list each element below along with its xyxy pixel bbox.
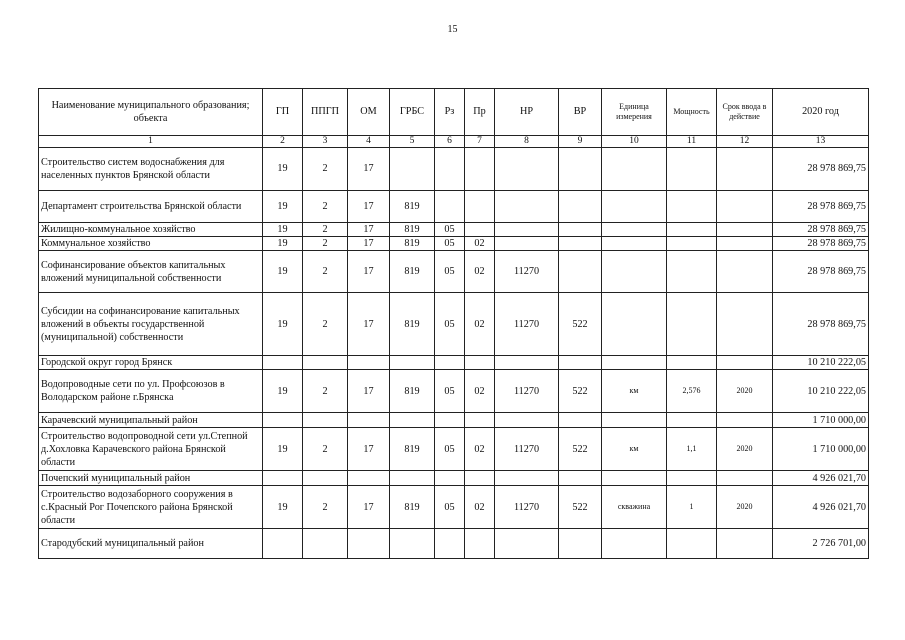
- row-code-cell: [602, 148, 667, 191]
- row-code-cell: [348, 471, 390, 486]
- row-amount-cell: 10 210 222,05: [773, 370, 869, 413]
- row-code-cell: [602, 223, 667, 237]
- row-code-cell: [717, 413, 773, 428]
- row-code-cell: [717, 148, 773, 191]
- row-code-cell: скважина: [602, 486, 667, 529]
- budget-table: [38, 88, 869, 559]
- row-code-cell: 522: [559, 486, 602, 529]
- row-code-cell: [602, 191, 667, 223]
- row-code-cell: 2: [303, 251, 348, 293]
- column-number: 1: [39, 136, 263, 148]
- table-row: [39, 529, 869, 559]
- row-code-cell: [495, 529, 559, 559]
- row-code-cell: 05: [435, 237, 465, 251]
- row-code-cell: 05: [435, 223, 465, 237]
- row-code-cell: [435, 356, 465, 370]
- row-code-cell: [263, 356, 303, 370]
- row-code-cell: 819: [390, 251, 435, 293]
- row-name-cell: Субсидии на софинансирование капитальных вложений в объекты государственной (муниципальной) собственности: [39, 293, 263, 356]
- column-number: 13: [773, 136, 869, 148]
- row-code-cell: 17: [348, 251, 390, 293]
- column-number: 3: [303, 136, 348, 148]
- row-code-cell: [435, 529, 465, 559]
- row-code-cell: 2: [303, 486, 348, 529]
- row-code-cell: 19: [263, 148, 303, 191]
- row-code-cell: [465, 413, 495, 428]
- row-code-cell: 19: [263, 293, 303, 356]
- row-code-cell: 17: [348, 293, 390, 356]
- header-row: [39, 89, 869, 136]
- row-code-cell: 1,1: [667, 428, 717, 471]
- row-code-cell: 522: [559, 428, 602, 471]
- table-row: [39, 486, 869, 529]
- row-code-cell: [602, 413, 667, 428]
- row-code-cell: 02: [465, 486, 495, 529]
- row-code-cell: [559, 413, 602, 428]
- row-code-cell: 522: [559, 370, 602, 413]
- row-code-cell: 1: [667, 486, 717, 529]
- row-code-cell: [602, 529, 667, 559]
- row-name-cell: Почепский муниципальный район: [39, 471, 263, 486]
- row-amount-cell: 10 210 222,05: [773, 356, 869, 370]
- row-code-cell: 17: [348, 148, 390, 191]
- header-cell-commissioning: Срок ввода в действие: [717, 89, 773, 136]
- row-name-cell: Городской округ город Брянск: [39, 356, 263, 370]
- row-amount-cell: 28 978 869,75: [773, 223, 869, 237]
- row-code-cell: [303, 356, 348, 370]
- row-code-cell: [435, 413, 465, 428]
- row-code-cell: [717, 251, 773, 293]
- row-code-cell: [435, 191, 465, 223]
- header-cell-nr: НР: [495, 89, 559, 136]
- row-code-cell: 05: [435, 370, 465, 413]
- header-cell-ppgp: ППГП: [303, 89, 348, 136]
- row-code-cell: 05: [435, 251, 465, 293]
- row-code-cell: [559, 529, 602, 559]
- row-code-cell: 2020: [717, 486, 773, 529]
- row-code-cell: [303, 529, 348, 559]
- row-code-cell: 19: [263, 237, 303, 251]
- row-amount-cell: 1 710 000,00: [773, 428, 869, 471]
- row-code-cell: [602, 471, 667, 486]
- row-code-cell: [667, 251, 717, 293]
- row-code-cell: [559, 223, 602, 237]
- row-code-cell: [263, 413, 303, 428]
- row-code-cell: 05: [435, 293, 465, 356]
- row-code-cell: [303, 471, 348, 486]
- row-code-cell: 819: [390, 223, 435, 237]
- row-amount-cell: 2 726 701,00: [773, 529, 869, 559]
- column-number: 11: [667, 136, 717, 148]
- row-code-cell: [435, 148, 465, 191]
- row-code-cell: 02: [465, 237, 495, 251]
- row-code-cell: 19: [263, 428, 303, 471]
- row-code-cell: 2: [303, 428, 348, 471]
- row-name-cell: Строительство систем водоснабжения для населенных пунктов Брянской области: [39, 148, 263, 191]
- column-number: 9: [559, 136, 602, 148]
- row-code-cell: [390, 413, 435, 428]
- row-code-cell: [495, 148, 559, 191]
- row-code-cell: [717, 223, 773, 237]
- table-row: [39, 428, 869, 471]
- row-code-cell: [602, 293, 667, 356]
- row-code-cell: 17: [348, 428, 390, 471]
- row-code-cell: [717, 471, 773, 486]
- column-number: 4: [348, 136, 390, 148]
- table-row: [39, 413, 869, 428]
- header-cell-vr: ВР: [559, 89, 602, 136]
- row-code-cell: 819: [390, 191, 435, 223]
- row-code-cell: [390, 529, 435, 559]
- row-code-cell: 19: [263, 370, 303, 413]
- row-code-cell: [667, 223, 717, 237]
- row-amount-cell: 28 978 869,75: [773, 293, 869, 356]
- row-code-cell: [667, 413, 717, 428]
- row-code-cell: [717, 191, 773, 223]
- column-number: 12: [717, 136, 773, 148]
- row-name-cell: Департамент строительства Брянской области: [39, 191, 263, 223]
- row-code-cell: [348, 413, 390, 428]
- column-number: 7: [465, 136, 495, 148]
- row-code-cell: 2,576: [667, 370, 717, 413]
- column-number: 5: [390, 136, 435, 148]
- row-code-cell: 17: [348, 191, 390, 223]
- table-row: [39, 356, 869, 370]
- row-code-cell: [465, 529, 495, 559]
- row-code-cell: 819: [390, 486, 435, 529]
- row-code-cell: [390, 471, 435, 486]
- row-code-cell: 11270: [495, 293, 559, 356]
- row-code-cell: [667, 293, 717, 356]
- row-code-cell: 02: [465, 370, 495, 413]
- row-amount-cell: 28 978 869,75: [773, 148, 869, 191]
- row-code-cell: 02: [465, 251, 495, 293]
- row-code-cell: 19: [263, 191, 303, 223]
- column-number: 2: [263, 136, 303, 148]
- row-code-cell: [465, 223, 495, 237]
- row-code-cell: 19: [263, 486, 303, 529]
- row-code-cell: [495, 223, 559, 237]
- table-row: [39, 293, 869, 356]
- row-code-cell: [348, 356, 390, 370]
- row-name-cell: Строительство водопроводной сети ул.Степной д.Хохловка Карачевского района Брянской области: [39, 428, 263, 471]
- row-name-cell: Строительство водозаборного сооружения в с.Красный Рог Почепского района Брянской области: [39, 486, 263, 529]
- row-code-cell: [495, 471, 559, 486]
- row-code-cell: 11270: [495, 486, 559, 529]
- row-code-cell: [667, 237, 717, 251]
- row-code-cell: км: [602, 428, 667, 471]
- column-number: 8: [495, 136, 559, 148]
- row-code-cell: 17: [348, 237, 390, 251]
- row-code-cell: [495, 413, 559, 428]
- row-code-cell: [717, 237, 773, 251]
- row-code-cell: 17: [348, 370, 390, 413]
- header-cell-rz: Рз: [435, 89, 465, 136]
- row-code-cell: 05: [435, 486, 465, 529]
- row-code-cell: 819: [390, 370, 435, 413]
- row-amount-cell: 1 710 000,00: [773, 413, 869, 428]
- row-name-cell: Коммунальное хозяйство: [39, 237, 263, 251]
- row-code-cell: [263, 529, 303, 559]
- row-code-cell: [263, 471, 303, 486]
- row-code-cell: 2: [303, 370, 348, 413]
- header-cell-capacity: Мощность: [667, 89, 717, 136]
- row-code-cell: [465, 148, 495, 191]
- row-code-cell: [495, 356, 559, 370]
- row-amount-cell: 28 978 869,75: [773, 191, 869, 223]
- column-number: 6: [435, 136, 465, 148]
- row-code-cell: 02: [465, 428, 495, 471]
- table-row: [39, 370, 869, 413]
- row-code-cell: [559, 191, 602, 223]
- row-code-cell: [495, 237, 559, 251]
- row-code-cell: [667, 191, 717, 223]
- header-cell-gp: ГП: [263, 89, 303, 136]
- row-code-cell: 17: [348, 223, 390, 237]
- row-code-cell: 522: [559, 293, 602, 356]
- row-code-cell: 11270: [495, 428, 559, 471]
- row-name-cell: Софинансирование объектов капитальных вложений муниципальной собственности: [39, 251, 263, 293]
- row-code-cell: [667, 529, 717, 559]
- row-code-cell: 02: [465, 293, 495, 356]
- header-cell-grbs: ГРБС: [390, 89, 435, 136]
- row-code-cell: [559, 251, 602, 293]
- row-code-cell: [559, 471, 602, 486]
- row-amount-cell: 4 926 021,70: [773, 471, 869, 486]
- table-row: [39, 237, 869, 251]
- row-code-cell: [303, 413, 348, 428]
- row-code-cell: 2020: [717, 428, 773, 471]
- row-code-cell: [559, 237, 602, 251]
- row-code-cell: 2: [303, 223, 348, 237]
- row-code-cell: [559, 148, 602, 191]
- header-cell-name: Наименование муниципального образования; объекта: [39, 89, 263, 136]
- row-code-cell: [602, 356, 667, 370]
- row-code-cell: [390, 148, 435, 191]
- row-code-cell: 819: [390, 293, 435, 356]
- row-name-cell: Карачевский муниципальный район: [39, 413, 263, 428]
- row-code-cell: [348, 529, 390, 559]
- row-code-cell: [465, 356, 495, 370]
- table-row: [39, 191, 869, 223]
- column-number: 10: [602, 136, 667, 148]
- row-code-cell: [602, 237, 667, 251]
- header-cell-om: ОМ: [348, 89, 390, 136]
- row-code-cell: 819: [390, 237, 435, 251]
- row-code-cell: [667, 356, 717, 370]
- row-code-cell: [390, 356, 435, 370]
- header-cell-pr: Пр: [465, 89, 495, 136]
- row-code-cell: 2: [303, 293, 348, 356]
- row-name-cell: Водопроводные сети по ул. Профсоюзов в Володарском районе г.Брянска: [39, 370, 263, 413]
- row-code-cell: [667, 471, 717, 486]
- row-code-cell: км: [602, 370, 667, 413]
- row-amount-cell: 28 978 869,75: [773, 251, 869, 293]
- page-number: 15: [447, 24, 458, 35]
- row-code-cell: [602, 251, 667, 293]
- row-name-cell: Жилищно-коммунальное хозяйство: [39, 223, 263, 237]
- row-code-cell: 19: [263, 251, 303, 293]
- row-name-cell: Стародубский муниципальный район: [39, 529, 263, 559]
- table-row: [39, 471, 869, 486]
- row-code-cell: [717, 293, 773, 356]
- row-code-cell: 2: [303, 237, 348, 251]
- row-code-cell: [717, 356, 773, 370]
- row-code-cell: [717, 529, 773, 559]
- row-code-cell: [667, 148, 717, 191]
- row-code-cell: [465, 471, 495, 486]
- table-row: [39, 223, 869, 237]
- row-code-cell: 819: [390, 428, 435, 471]
- column-number-row: [39, 136, 869, 148]
- row-code-cell: 17: [348, 486, 390, 529]
- row-code-cell: 11270: [495, 370, 559, 413]
- row-amount-cell: 28 978 869,75: [773, 237, 869, 251]
- row-code-cell: 11270: [495, 251, 559, 293]
- table-row: [39, 251, 869, 293]
- row-code-cell: 19: [263, 223, 303, 237]
- row-code-cell: 2: [303, 148, 348, 191]
- row-code-cell: [559, 356, 602, 370]
- row-code-cell: [465, 191, 495, 223]
- header-cell-unit: Единица измерения: [602, 89, 667, 136]
- row-code-cell: [495, 191, 559, 223]
- row-code-cell: 2: [303, 191, 348, 223]
- row-code-cell: 05: [435, 428, 465, 471]
- row-code-cell: [435, 471, 465, 486]
- header-cell-year: 2020 год: [773, 89, 869, 136]
- row-code-cell: 2020: [717, 370, 773, 413]
- table-row: [39, 148, 869, 191]
- row-amount-cell: 4 926 021,70: [773, 486, 869, 529]
